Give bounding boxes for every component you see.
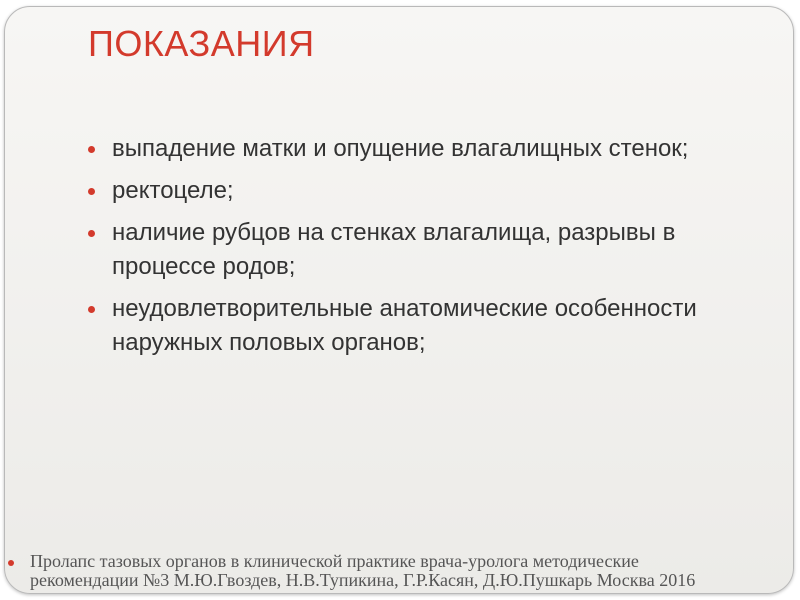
bullet-dot-icon: [88, 230, 95, 237]
list-item: [112, 132, 772, 166]
indications-list: [112, 132, 772, 368]
bullet-dot-icon: [88, 306, 95, 313]
bullet-dot-icon: [88, 146, 95, 153]
list-item-text: наличие рубцов на стенках влагалища, разрывы в процессе родов;: [112, 219, 676, 280]
bullet-dot-icon: [88, 188, 95, 195]
list-item: [112, 174, 772, 208]
list-item: [112, 292, 772, 360]
list-item-text: ректоцеле;: [112, 177, 234, 204]
list-item: [112, 216, 772, 284]
source-reference: Пролапс тазовых органов в клинической практике врача-уролога методические рекомендации №3 М.Ю.Гвоздев, Н.В.Тупикина, Г.Р.Касян, Д.Ю.Пушкарь Москва 2016: [30, 552, 696, 590]
footer-bullet-icon: [8, 560, 14, 566]
list-item-text: неудовлетворительные анатомические особенности наружных половых органов;: [112, 295, 697, 356]
slide-title: ПОКАЗАНИЯ: [88, 23, 315, 64]
list-item-text: выпадение матки и опущение влагалищных стенок;: [112, 135, 689, 162]
